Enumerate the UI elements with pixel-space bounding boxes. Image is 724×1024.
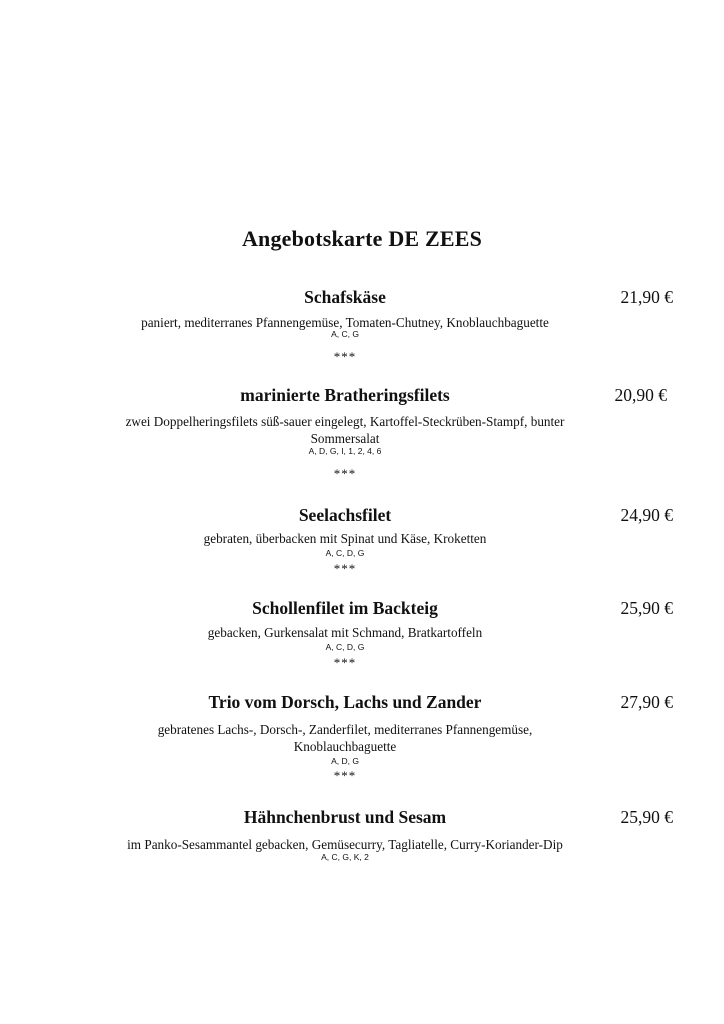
separator: *** [333,561,357,576]
dish-allergens: A, D, G [331,756,359,766]
dish-name: Hähnchenbrust und Sesam [243,807,447,827]
dish-price: 27,90 € [620,692,673,712]
dish-name: Seelachsfilet [298,505,392,525]
dish-name: Schollenfilet im Backteig [252,598,438,618]
dish-allergens: A, C, G, K, 2 [321,852,369,862]
dish-allergens: A, D, G, I, 1, 2, 4, 6 [308,446,382,456]
dish-price: 24,90 € [620,505,673,525]
separator: *** [333,655,357,670]
separator: *** [333,466,357,481]
dish-description: paniert, mediterranes Pfannengemüse, Tomaten-Chutney, Knoblauchbaguette [141,315,549,330]
dish-price: 21,90 € [620,287,673,307]
separator: *** [333,349,357,364]
dish-name: Trio vom Dorsch, Lachs und Zander [208,692,482,712]
dish-description: gebacken, Gurkensalat mit Schmand, Bratkartoffeln [207,625,483,640]
dish-name: Schafskäse [304,287,386,307]
dish-allergens: A, C, D, G [325,548,365,558]
dish-name: marinierte Bratheringsfilets [240,385,450,405]
dish-allergens: A, C, G [331,329,359,339]
page-title: Angebotskarte DE ZEES [241,226,483,251]
dish-price: 25,90 € [620,807,673,827]
dish-description: gebraten, überbacken mit Spinat und Käse, Kroketten [203,531,487,546]
dish-price: 25,90 € [620,598,673,618]
dish-price: 20,90 € [614,385,667,405]
dish-description: zwei Doppelheringsfilets süß-sauer eingelegt, Kartoffel-Steckrüben-Stampf, bunter Sommersalat [125,414,565,446]
dish-description: gebratenes Lachs-, Dorsch-, Zanderfilet, mediterranes Pfannengemüse, Knoblauchbaguette [157,722,533,754]
dish-allergens: A, C, D, G [325,642,365,652]
dish-description: im Panko-Sesammantel gebacken, Gemüsecurry, Tagliatelle, Curry-Koriander-Dip [127,837,563,852]
separator: *** [333,768,357,783]
